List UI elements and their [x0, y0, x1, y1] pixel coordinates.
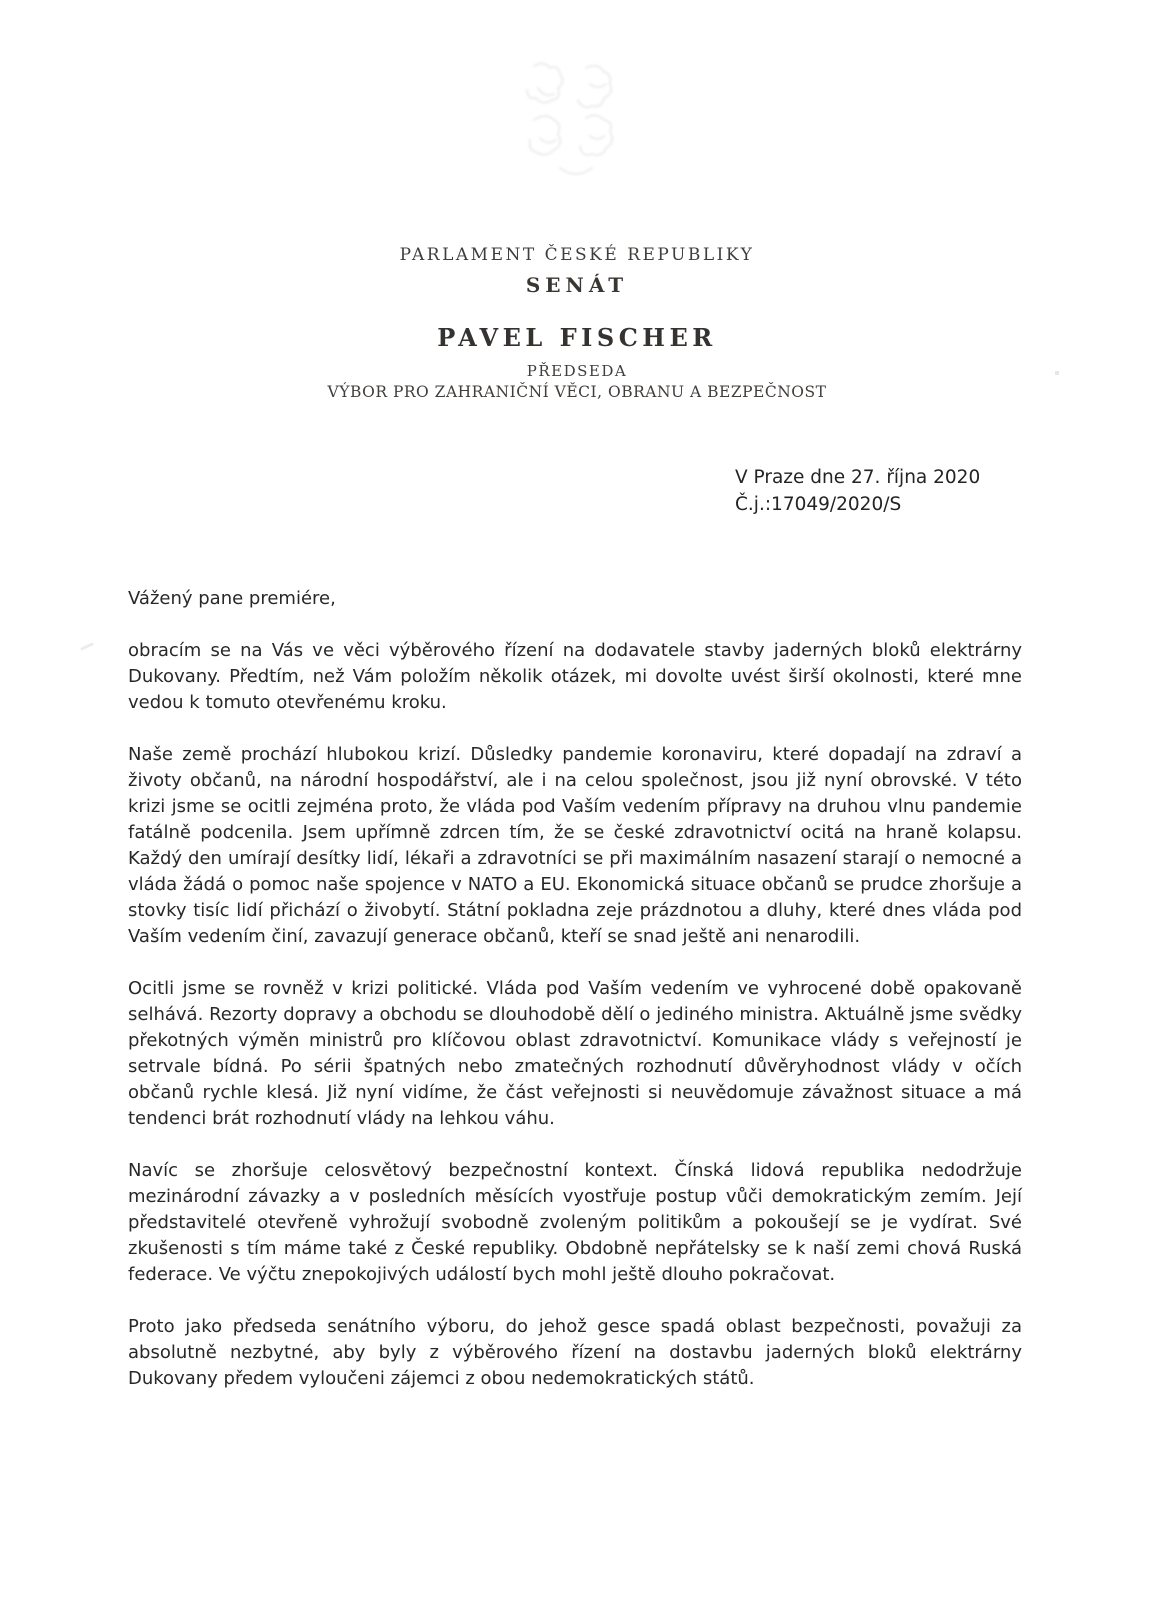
scan-artifact-speck [1055, 371, 1059, 375]
letterhead-role: PŘEDSEDA [526, 362, 628, 380]
reference-block [735, 464, 980, 518]
letterhead-committee: VÝBOR PRO ZAHRANIČNÍ VĚCI, OBRANU A BEZPEČNOST [327, 383, 827, 401]
letterhead-parliament: PARLAMENT ČESKÉ REPUBLIKY [399, 245, 755, 265]
letterhead [0, 245, 1154, 401]
place-date: V Praze dne 27. října 2020 [735, 467, 981, 488]
paragraph-3: Ocitli jsme se rovněž v krizi politické. Vláda pod Vaším vedením ve vyhrocené době opakovaně selhává. Rezorty dopravy a obchodu se dlouhodobě dělí o jediného ministra. Aktuálně jsme svědky překotných výměn ministrů pro klíčovou oblast zdravotnictví. Komunikace vlády s veřejností je setrvale bídná. Po sérii špatných nebo zmatečných rozhodnutí důvěryhodnost vlády v očích občanů rychle klesá. Již nyní vidíme, že část veřejnosti si neuvědomuje závažnost situace a má tendenci brát rozhodnutí vlády na lehkou váhu. [128, 978, 1022, 1129]
paragraph-2: Naše země prochází hlubokou krizí. Důsledky pandemie koronaviru, které dopadají na zdraví a životy občanů, na národní hospodářství, ale i na celou společnost, jsou již nyní obrovské. V této krizi jsme se ocitli zejména proto, že vláda pod Vaším vedením přípravy na druhou vlnu pandemie fatálně podcenila. Jsem upřímně zdrcen tím, že se české zdravotnictví ocitá na hraně kolapsu. Každý den umírají desítky lidí, lékaři a zdravotníci se při maximálním nasazení starají o nemocné a vláda žádá o pomoc naše spojence v NATO a EU. Ekonomická situace občanů se prudce zhoršuje a stovky tisíc lidí přichází o živobytí. Státní pokladna zeje prázdnotou a dluhy, které dnes vláda pod Vaším vedením činí, zavazují generace občanů, kteří se snad ještě ani nenarodili. [128, 744, 1022, 947]
paragraph-1: obracím se na Vás ve věci výběrového řízení na dodavatele stavby jaderných bloků elektrárny Dukovany. Předtím, než Vám položím několik otázek, mi dovolte uvést širší okolnosti, které mne vedou k tomuto otevřenému kroku. [128, 640, 1022, 713]
paragraph-4: Navíc se zhoršuje celosvětový bezpečnostní kontext. Čínská lidová republika nedodržuje mezinárodní závazky a v posledních měsících vyostřuje postup vůči demokratickým zemím. Její představitelé otevřeně vyhrožují svobodně zvoleným politikům a pokoušejí se je vydírat. Své zkušenosti s tím máme také z České republiky. Obdobně nepřátelsky se k naší zemi chová Ruská federace. Ve výčtu znepokojivých událostí bych mohl ještě dlouho pokračovat. [128, 1160, 1022, 1285]
salutation: Vážený pane premiére, [128, 588, 336, 609]
scan-artifact-smudge [80, 642, 94, 651]
letter-body [128, 586, 1022, 1392]
letterhead-senate: SENÁT [525, 273, 629, 297]
file-number: Č.j.:17049/2020/S [735, 494, 902, 515]
paragraph-5: Proto jako předseda senátního výboru, do jehož gesce spadá oblast bezpečnosti, považuji za absolutně nezbytné, aby byly z výběrového řízení na dostavbu jaderných bloků elektrárny Dukovany předem vyloučeni zájemci z obou nedemokratických států. [128, 1316, 1022, 1389]
letterhead-sender-name: PAVEL FISCHER [437, 323, 717, 352]
czech-coat-of-arms-icon [520, 54, 632, 186]
